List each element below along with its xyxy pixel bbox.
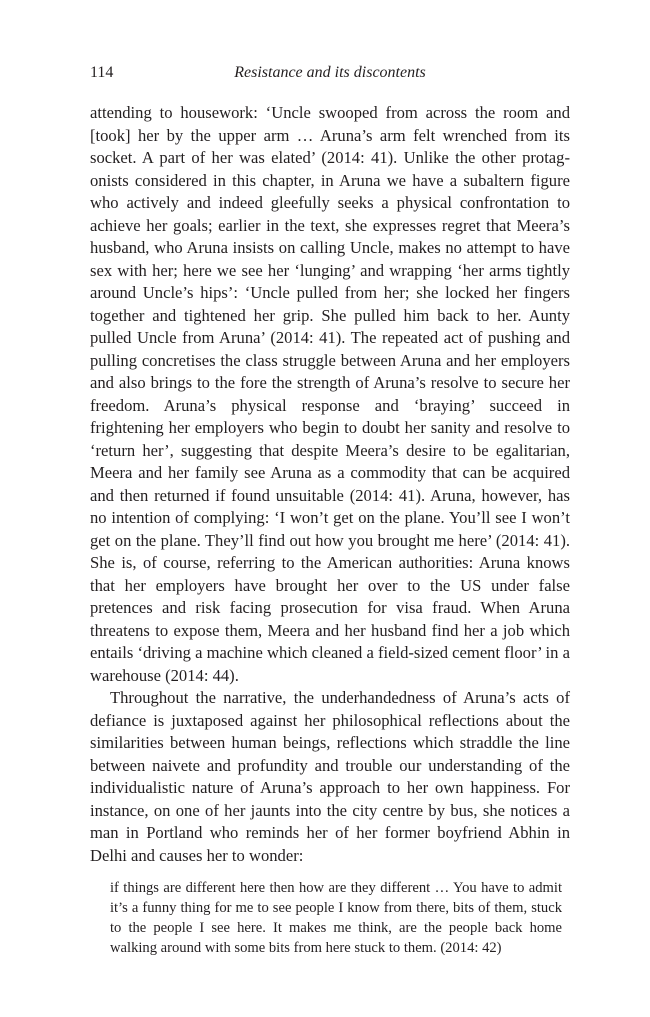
running-head bbox=[90, 58, 570, 88]
book-page bbox=[90, 58, 570, 958]
running-title: Resistance and its discontents bbox=[234, 64, 426, 81]
paragraph: Throughout the narrative, the underhandedness of Aruna’s acts of defiance is juxtaposed against her philosophical reflections about the similarities between human beings, reflections which straddle the line between naivete and profundity and trouble our understanding of the individualistic nature of Aruna’s approach to her own happiness. For instance, on one of her jaunts into the city centre by bus, she notices a man in Portland who reminds her of her former boyfriend Abhin in Delhi and causes her to wonder: bbox=[90, 688, 570, 865]
body-text bbox=[90, 102, 570, 958]
block-quote: if things are different here then how are they different … You have to admit it’s a funny thing for me to see people I know from there, bits of them, stuck to the people I see here. It makes me think, are the people back home walking around with some bits from here stuck to them. (2014: 42) bbox=[110, 880, 562, 956]
paragraph: attending to housework: ‘Uncle swooped from across the room and [took] her by the upper arm … Aruna’s arm felt wrenched from its socket. A part of her was elated’ (2014: 41). Unlike the other protagonists considered in this chapter, in Aruna we have a subaltern figure who actively and indeed gleefully seeks a physical confrontation to achieve her goals; earlier in the text, she expresses regret that Meera’s husband, who Aruna insists on calling Uncle, makes no attempt to have sex with her; here we see her ‘lunging’ and wrapping ‘her arms tightly around Uncle’s hips’: ‘Uncle pulled from her; she locked her fingers together and tightened her grip. She pulled him back to her. Aunty pulled Uncle from Aruna’ (2014: 41). The repeated act of pushing and pulling concretises the class struggle between Aruna and her employers and also brings to the fore the strength of Aruna’s resolve to secure her freedom. Aruna’s physical response and ‘braying’ succeed in frightening her employers who begin to doubt her sanity and resolve to ‘return her’, suggesting that despite Meera’s desire to be egalitarian, Meera and her family see Aruna as a commodity that can be acquired and then returned if found unsuitable (2014: 41). Aruna, however, has no intention of complying: ‘I won’t get on the plane. You’ll see I won’t get on the plane. They’ll find out how you brought me here’ (2014: 41). She is, of course, referring to the American authorities: Aruna knows that her employers have brought her over to the US under false pretences and risk facing prosecution for visa fraud. When Aruna threatens to expose them, Meera and her husband find her a job which entails ‘driving a machine which cleaned a field-sized cement floor’ in a warehouse (2014: 44). bbox=[90, 103, 570, 685]
page-number: 114 bbox=[90, 64, 114, 81]
